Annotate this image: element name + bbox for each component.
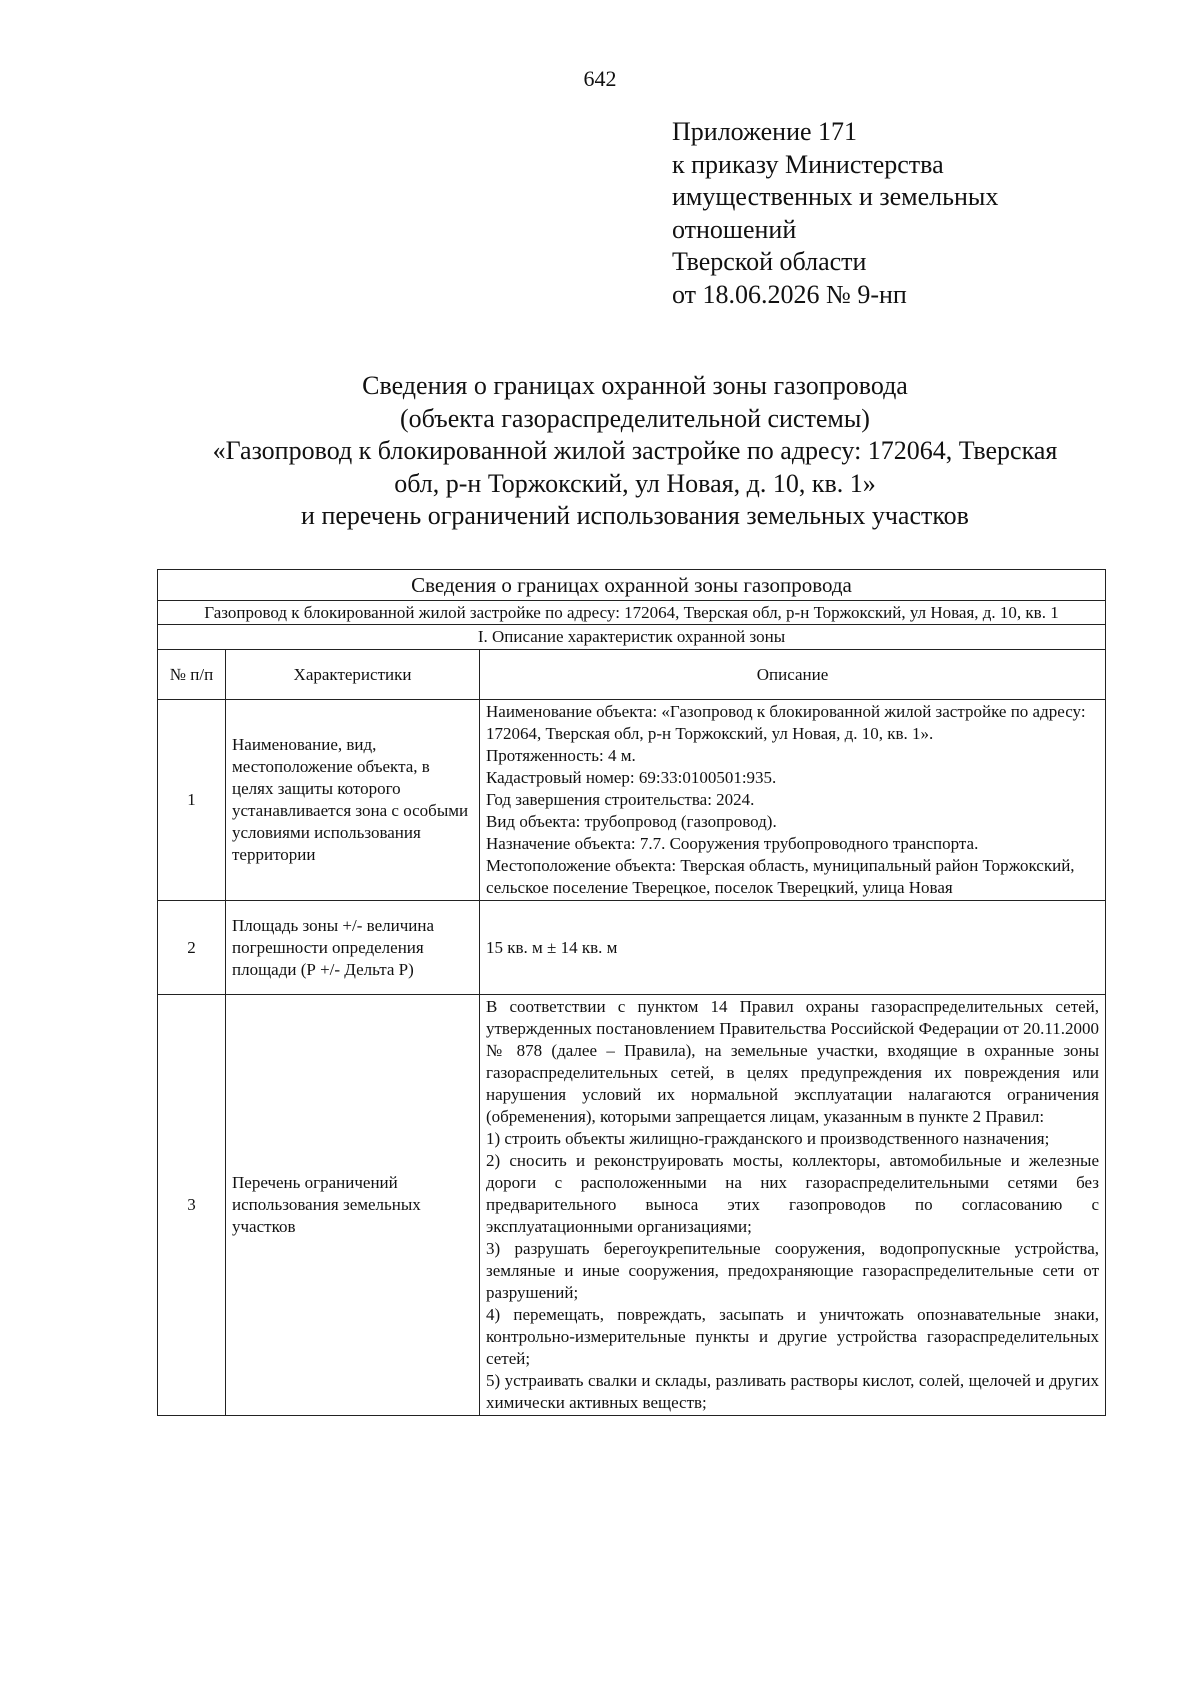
description-line: Вид объекта: трубопровод (газопровод). <box>486 812 777 831</box>
row-characteristic: Наименование, вид, местоположение объекта, в целях защиты которого устанавливается зона с особыми условиями использования территории <box>226 700 480 901</box>
zone-info-table <box>157 569 1106 1416</box>
page-number: 642 <box>583 66 617 91</box>
appendix-line: Приложение 171 <box>672 117 858 146</box>
row-description <box>480 700 1106 901</box>
description-paragraph: 3) разрушать берегоукрепительные сооружения, водопропускные устройства, земляные и иные сооружения, предохраняющие газораспределительные сети от разрушений; <box>486 1239 1100 1302</box>
title-line: (объекта газораспределительной системы) <box>400 403 870 433</box>
description-paragraph: В соответствии с пунктом 14 Правил охраны газораспределительных сетей, утвержденных постановлением Правительства Российской Федерации от 20.11.2000 № 878 (далее – Правила), на земельные участки, входящие в охранные зоны газораспределительных сетей, в целях предупреждения их повреждения или нарушения условий их нормальной эксплуатации налагаются ограничения (обременения), которыми запрещается лицам, указанным в пункте 2 Правил: <box>486 997 1100 1126</box>
table-row <box>158 700 1106 901</box>
description-line: Кадастровый номер: 69:33:0100501:935. <box>486 768 777 787</box>
title-line: «Газопровод к блокированной жилой застройке по адресу: 172064, Тверская <box>212 436 1058 465</box>
description-line: Назначение объекта: 7.7. Сооружения трубопроводного транспорта. <box>486 834 979 853</box>
title-line: и перечень ограничений использования земельных участков <box>301 501 969 530</box>
document-title <box>150 370 1120 533</box>
title-line: Сведения о границах охранной зоны газопровода <box>362 371 908 400</box>
table-header-row <box>158 650 1106 700</box>
table-subsection-title: I. Описание характеристик охранной зоны <box>158 625 1106 650</box>
header-description: Описание <box>480 650 1106 700</box>
description-line: Год завершения строительства: 2024. <box>486 790 755 809</box>
description-paragraph: 1) строить объекты жилищно-гражданского и производственного назначения; <box>486 1129 1050 1148</box>
row-number: 1 <box>158 700 226 901</box>
appendix-line: от 18.06.2026 № 9-нп <box>672 279 907 309</box>
row-characteristic: Перечень ограничений использования земельных участков <box>226 995 480 1416</box>
title-line: обл, р-н Торжокский, ул Новая, д. 10, кв. 1» <box>394 468 876 498</box>
header-characteristics: Характеристики <box>226 650 480 700</box>
description-line: Протяженность: 4 м. <box>486 746 636 765</box>
table-row <box>158 995 1106 1416</box>
appendix-line: имущественных и земельных <box>672 182 999 211</box>
row-number: 3 <box>158 995 226 1416</box>
appendix-line: отношений <box>672 214 797 244</box>
table-section-title: Сведения о границах охранной зоны газопровода <box>158 570 1106 601</box>
table-object-name: Газопровод к блокированной жилой застройке по адресу: 172064, Тверская обл, р-н Торжокский, ул Новая, д. 10, кв. 1 <box>158 601 1106 625</box>
row-description <box>480 995 1106 1416</box>
appendix-line: Тверской области <box>672 247 867 276</box>
description-paragraph: 4) перемещать, повреждать, засыпать и уничтожать опознавательные знаки, контрольно-измерительные пункты и другие устройства газораспределительных сетей; <box>486 1305 1100 1368</box>
description-line: Местоположение объекта: Тверская область, муниципальный район Торжокский, сельское поселение Тверецкое, поселок Тверецкий, улица Новая <box>486 856 1075 897</box>
table-object-row <box>158 601 1106 625</box>
description-paragraph: 5) устраивать свалки и склады, разливать растворы кислот, солей, щелочей и других химически активных веществ; <box>486 1371 1100 1412</box>
table-row <box>158 901 1106 995</box>
description-paragraph: 2) сносить и реконструировать мосты, коллекторы, автомобильные и железные дороги с расположенными на них газораспределительными сетями без предварительного выноса этих газопроводов по согласованию с эксплуатационными организациями; <box>486 1151 1100 1236</box>
appendix-line: к приказу Министерства <box>672 149 944 179</box>
row-characteristic: Площадь зоны +/- величина погрешности определения площади (Р +/- Дельта Р) <box>226 901 480 995</box>
table-section-title-row <box>158 570 1106 601</box>
row-number: 2 <box>158 901 226 995</box>
header-num: № п/п <box>158 650 226 700</box>
table-subsection-row <box>158 625 1106 650</box>
description-line: Наименование объекта: «Газопровод к блокированной жилой застройке по адресу: 172064, Тверская обл, р-н Торжокский, ул Новая, д. 10, кв. 1». <box>486 702 1086 743</box>
description-line: 15 кв. м ± 14 кв. м <box>486 937 618 957</box>
row-description <box>480 901 1106 995</box>
appendix-reference <box>672 116 998 311</box>
